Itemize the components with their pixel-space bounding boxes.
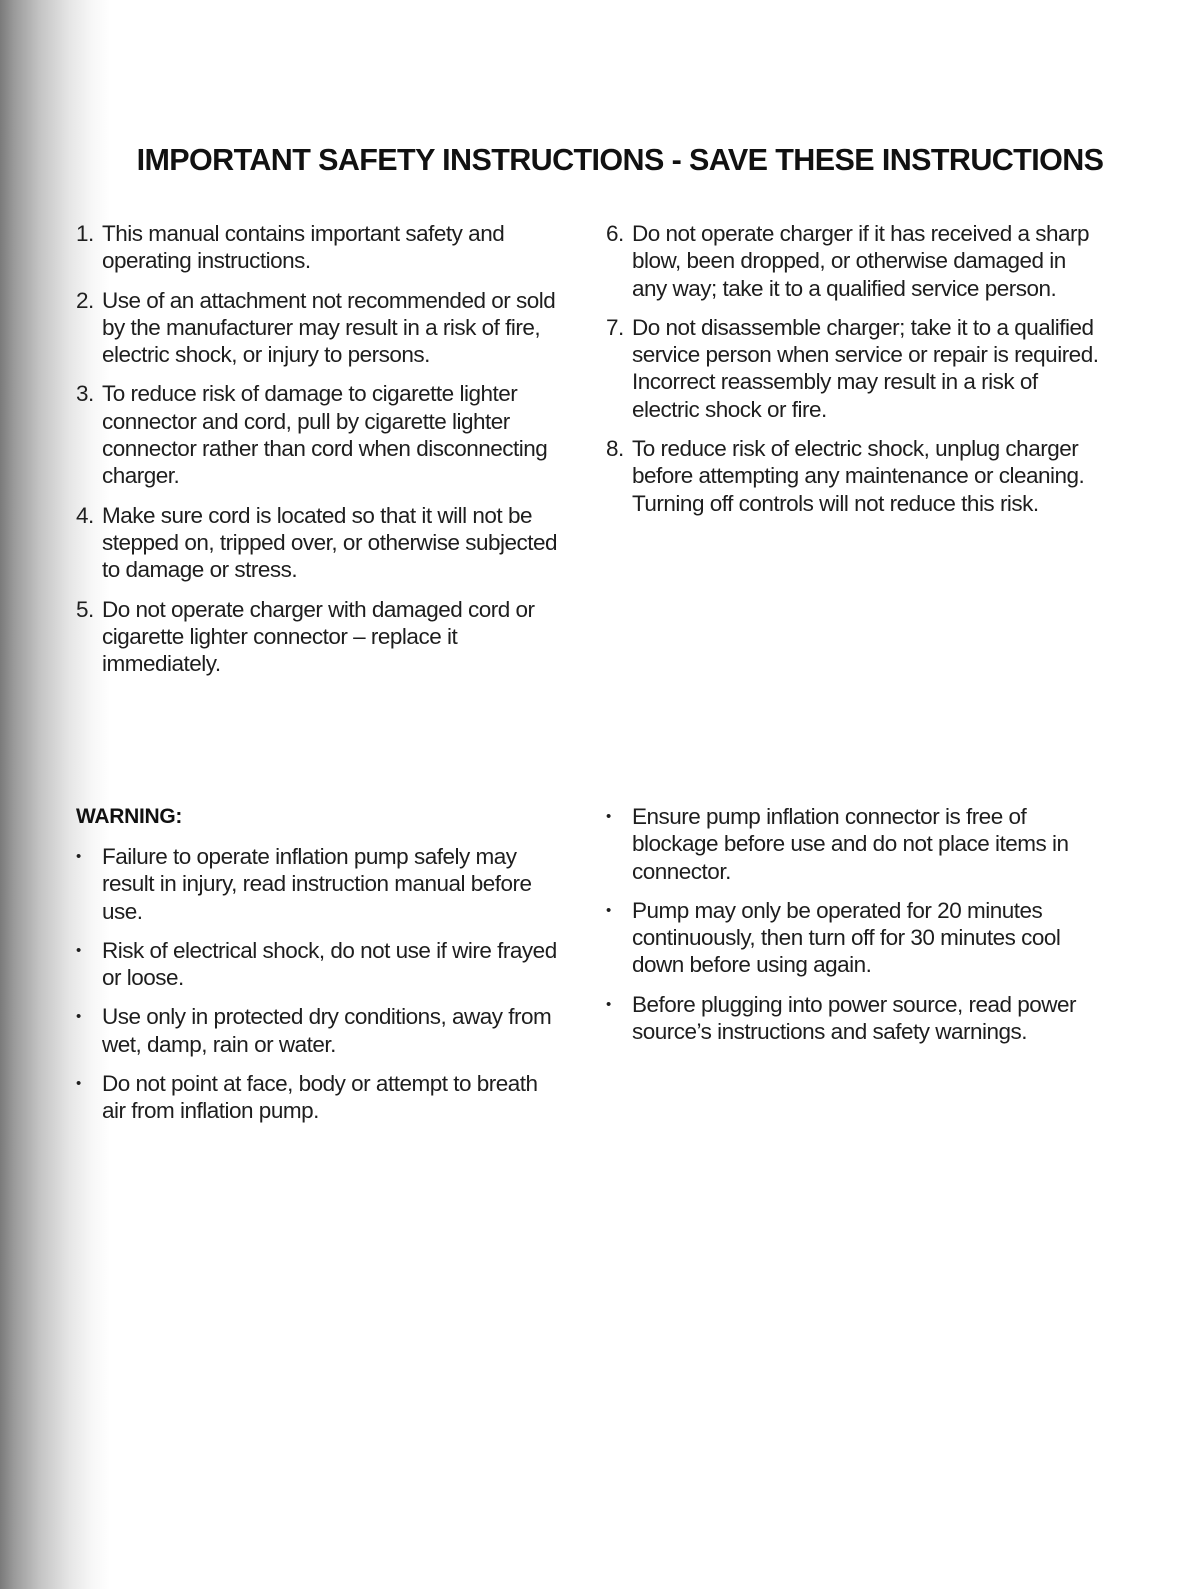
instruction-number: 6. [606, 221, 624, 246]
warning-item [76, 937, 566, 992]
bullet-icon: • [606, 901, 611, 919]
warning-heading: WARNING: [76, 805, 183, 828]
instruction-item [76, 220, 566, 275]
warning-text: Pump may only be operated for 20 minutes continuously, then turn off for 30 minutes cool down before using again. [632, 897, 1061, 978]
warning-list [606, 803, 1106, 1045]
warning-text: Do not point at face, body or attempt to breath air from inflation pump. [102, 1071, 538, 1124]
instruction-list [76, 220, 566, 677]
instruction-item [606, 435, 1106, 517]
instruction-text: Do not disassemble charger; take it to a qualified service person when service or repair is required. Incorrect reassembly may result in a risk of electric shock or fire. [632, 314, 1099, 422]
instruction-number: 5. [76, 596, 94, 622]
warning-text: Ensure pump inflation connector is free of blockage before use and do not place items in connector. [632, 804, 1069, 884]
instruction-number: 8. [606, 436, 624, 462]
instruction-text: To reduce risk of damage to cigarette lighter connector and cord, pull by cigarette lighter connector rather than cord when disconnecting charger. [102, 381, 548, 489]
instruction-number: 4. [76, 502, 94, 528]
warning-item [76, 843, 566, 925]
warning-item [606, 991, 1106, 1046]
bullet-icon: • [606, 808, 611, 825]
instruction-text: To reduce risk of electric shock, unplug charger before attempting any maintenance or cleaning. Turning off controls will not reduce this risk. [632, 436, 1085, 516]
instruction-item [76, 287, 566, 369]
bullet-icon: • [76, 1075, 81, 1093]
instructions-right-column [606, 220, 1106, 529]
warning-text: Failure to operate inflation pump safely may result in injury, read instruction manual before use. [102, 844, 532, 924]
instruction-number: 3. [76, 381, 94, 407]
instruction-number: 7. [606, 314, 624, 340]
warning-text: Use only in protected dry conditions, away from wet, damp, rain or water. [102, 1004, 552, 1057]
warning-list [76, 843, 566, 1125]
bullet-icon: • [76, 1008, 81, 1026]
instruction-text: Make sure cord is located so that it will not be stepped on, tripped over, or otherwise subjected to damage or stress. [102, 502, 558, 583]
warning-right-column [606, 803, 1106, 1057]
instruction-number: 1. [76, 221, 94, 246]
instruction-item [76, 380, 566, 489]
instructions-left-column [76, 220, 566, 689]
instruction-text: This manual contains important safety and operating instructions. [102, 221, 505, 274]
warning-left-column [76, 803, 566, 1137]
instruction-text: Do not operate charger with damaged cord or cigarette lighter connector – replace it immediately. [102, 596, 535, 677]
warning-text: Before plugging into power source, read power source’s instructions and safety warnings. [632, 991, 1077, 1045]
warning-item [606, 803, 1106, 885]
warning-text: Risk of electrical shock, do not use if wire frayed or loose. [102, 937, 557, 991]
bullet-icon: • [76, 848, 81, 865]
bullet-icon: • [76, 941, 81, 959]
instruction-text: Use of an attachment not recommended or sold by the manufacturer may result in a risk of fire, electric shock, or injury to persons. [102, 287, 556, 368]
bullet-icon: • [606, 995, 611, 1013]
warning-item [76, 1003, 566, 1058]
instruction-item [606, 314, 1106, 423]
instruction-number: 2. [76, 287, 94, 313]
instruction-item [76, 502, 566, 584]
instruction-text: Do not operate charger if it has received a sharp blow, been dropped, or otherwise damaged in any way; take it to a qualified service person. [632, 221, 1090, 301]
instruction-item [76, 596, 566, 678]
instruction-item [606, 220, 1106, 302]
warning-item [76, 1070, 566, 1125]
warning-item [606, 897, 1106, 979]
instruction-list [606, 220, 1106, 517]
page-title: IMPORTANT SAFETY INSTRUCTIONS - SAVE THESE INSTRUCTIONS [136, 143, 1104, 177]
